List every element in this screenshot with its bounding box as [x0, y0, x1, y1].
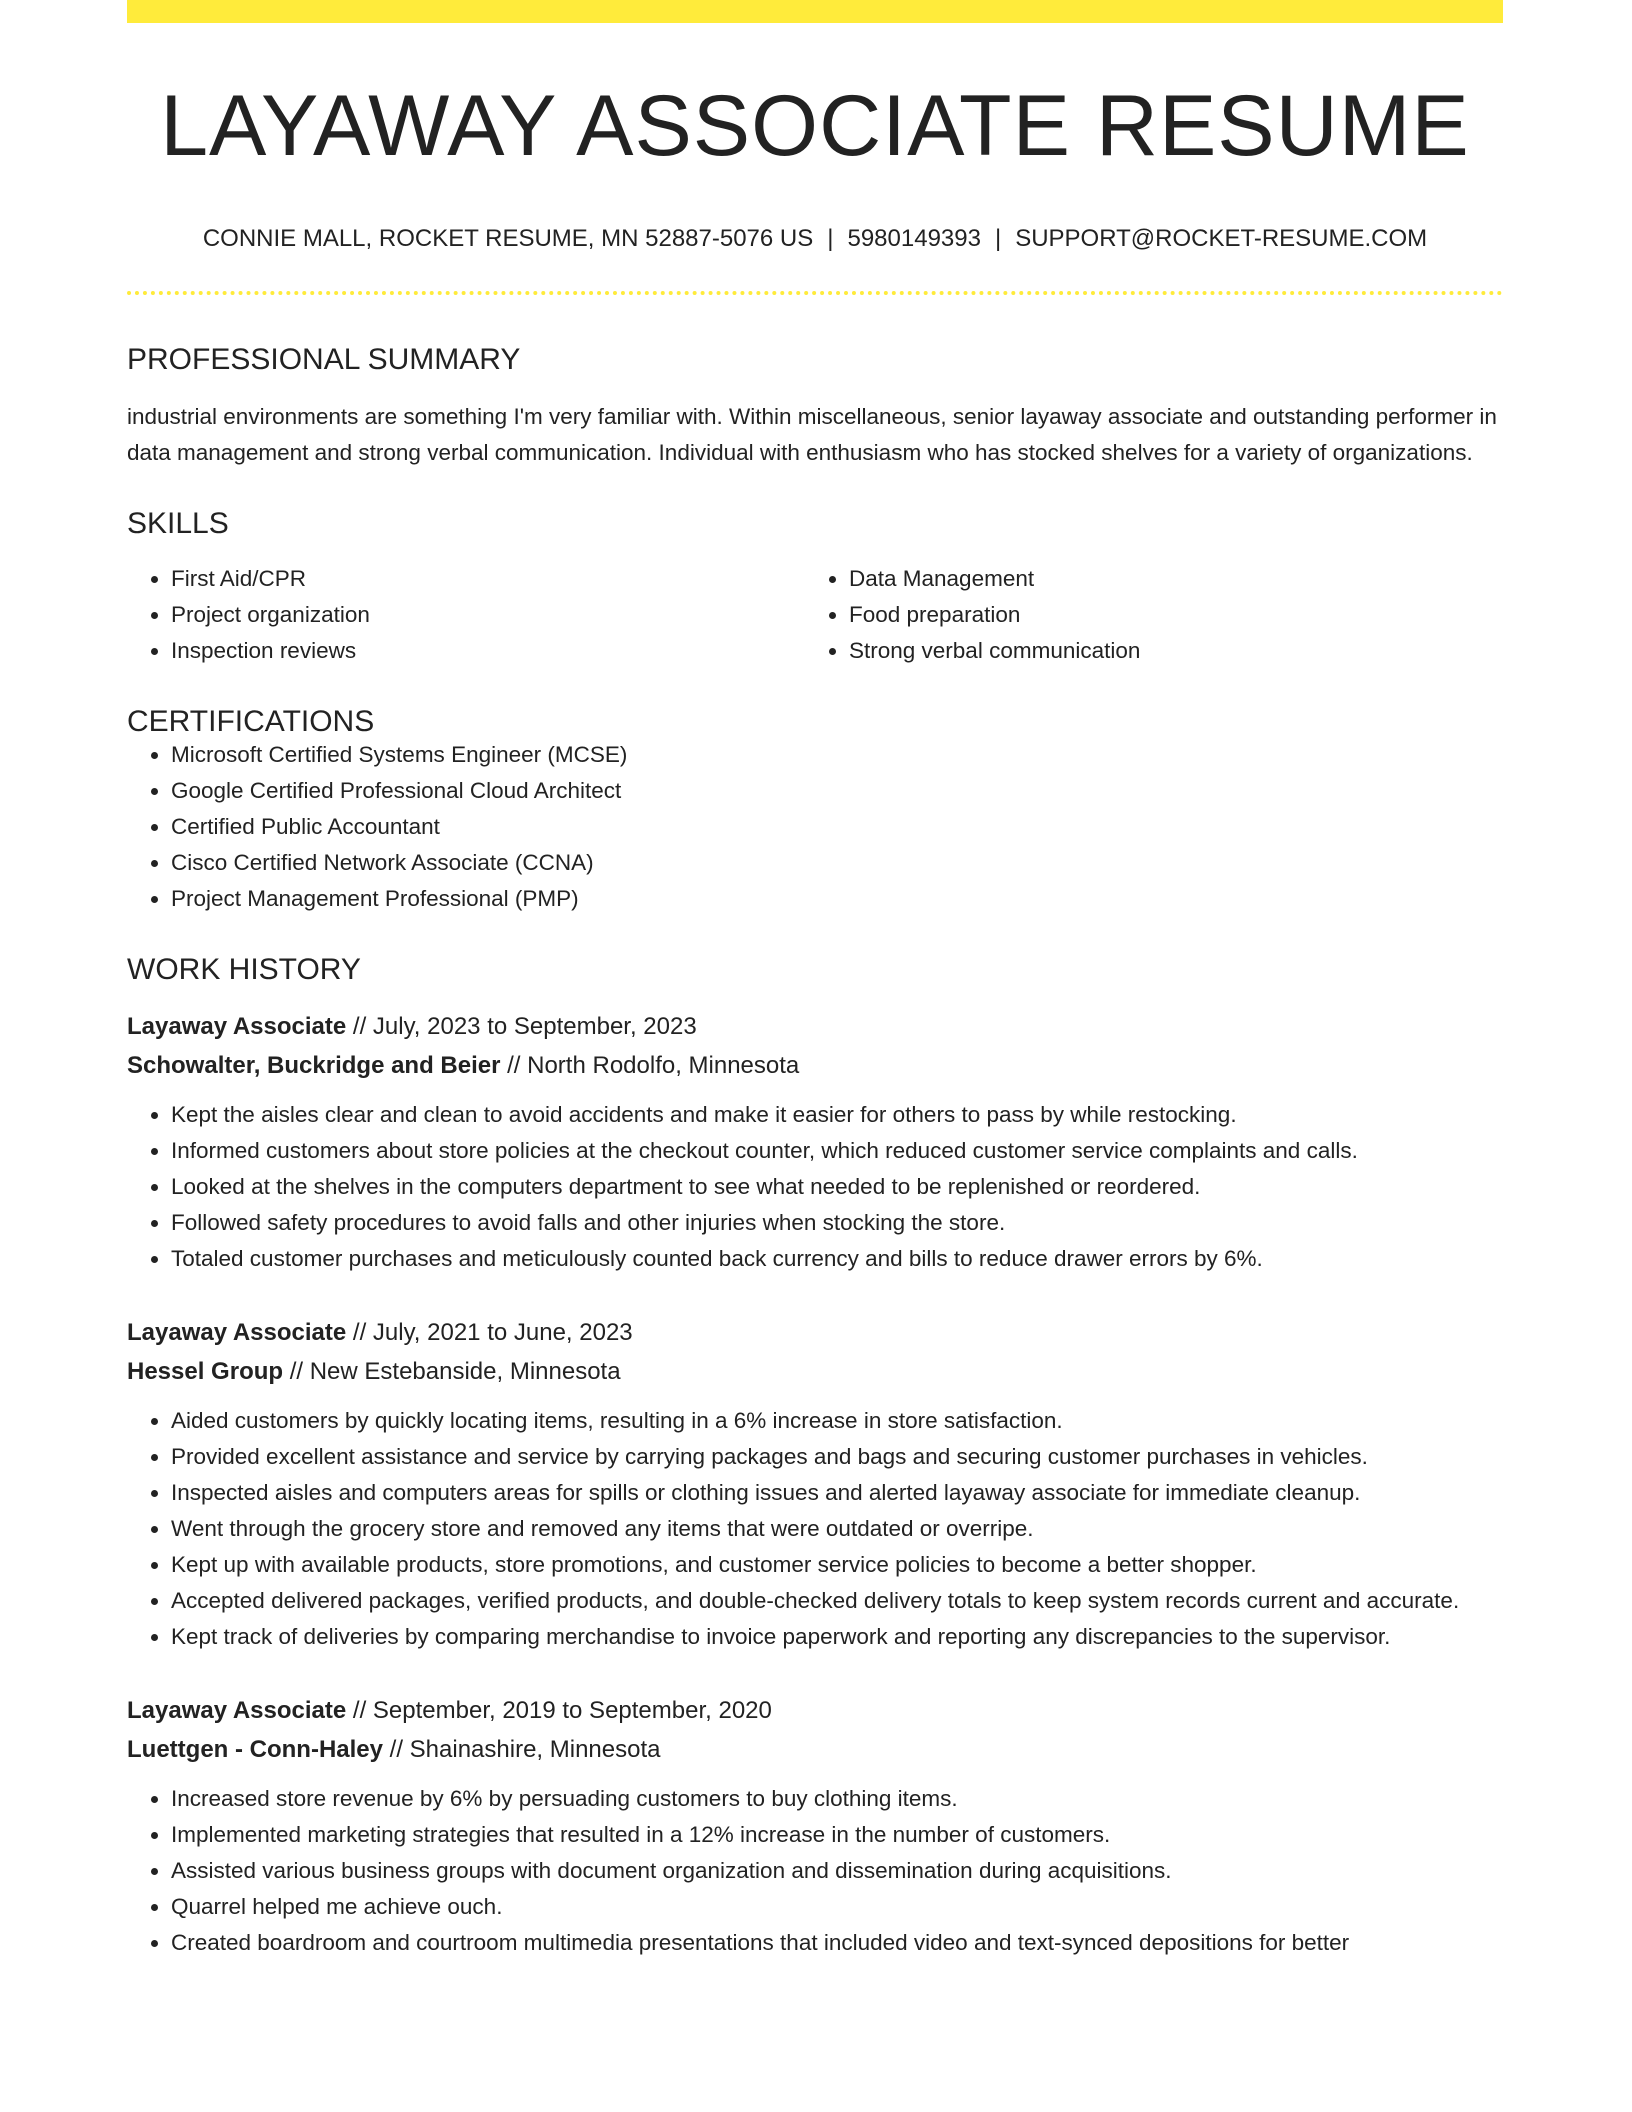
job-location: North Rodolfo, Minnesota	[527, 1052, 800, 1079]
certification-item: • Cisco Certified Network Associate (CCNA)	[171, 845, 1503, 881]
skills-heading: SKILLS	[127, 507, 229, 540]
job-entry	[127, 1007, 1503, 1277]
job-bullet: • Followed safety procedures to avoid falls and other injuries when stocking the store.	[171, 1205, 1503, 1241]
certification-item: • Microsoft Certified Systems Engineer (MCSE)	[171, 737, 1503, 773]
contact-phone: 5980149393	[847, 225, 981, 252]
job-separator: //	[346, 1013, 373, 1040]
job-location: Shainashire, Minnesota	[409, 1736, 661, 1763]
summary-text: industrial environments are something I'm very familiar with. Within miscellaneous, senior layaway associate and outstanding performer in data management and strong verbal communication. Individual with enthusiasm who has stocked shelves for a variety of organizations.	[127, 404, 1497, 465]
job-bullet: • Totaled customer purchases and meticulously counted back currency and bills to reduce drawer errors by 6%.	[171, 1241, 1503, 1277]
job-bullets	[127, 1097, 1503, 1277]
resume-page	[127, 0, 1503, 1961]
job-bullets	[127, 1781, 1503, 1961]
job-title-line	[127, 1691, 1503, 1730]
job-bullet: • Implemented marketing strategies that resulted in a 12% increase in the number of customers.	[171, 1817, 1503, 1853]
resume-title: LAYAWAY ASSOCIATE RESUME	[160, 78, 1470, 174]
accent-top-bar	[127, 0, 1503, 23]
job-bullet: • Quarrel helped me achieve ouch.	[171, 1889, 1503, 1925]
job-bullet: • Informed customers about store policies at the checkout counter, which reduced customer service complaints and calls.	[171, 1133, 1503, 1169]
job-title-line	[127, 1313, 1503, 1352]
job-bullet: • Aided customers by quickly locating items, resulting in a 6% increase in store satisfaction.	[171, 1403, 1503, 1439]
contact-line	[127, 227, 1503, 251]
job-dates: July, 2023 to September, 2023	[372, 1013, 697, 1040]
contact-email: SUPPORT@ROCKET-RESUME.COM	[1015, 225, 1428, 252]
job-bullet: • Provided excellent assistance and service by carrying packages and bags and securing customer purchases in vehicles.	[171, 1439, 1503, 1475]
skills-right-column	[805, 561, 1483, 669]
job-bullet: • Accepted delivered packages, verified products, and double-checked delivery totals to keep system records current and accurate.	[171, 1583, 1503, 1619]
job-dates: July, 2021 to June, 2023	[372, 1319, 633, 1346]
job-separator: //	[346, 1319, 373, 1346]
job-bullet: • Kept up with available products, store promotions, and customer service policies to become a better shopper.	[171, 1547, 1503, 1583]
job-bullet: • Created boardroom and courtroom multimedia presentations that included video and text-synced depositions for better	[171, 1925, 1503, 1961]
skill-item: • Inspection reviews	[171, 633, 805, 669]
skill-item: • Data Management	[849, 561, 1483, 597]
certification-item: • Project Management Professional (PMP)	[171, 881, 1503, 917]
skills-left-column	[127, 561, 805, 669]
skill-item: • Strong verbal communication	[849, 633, 1483, 669]
skill-item: • Project organization	[171, 597, 805, 633]
job-location: New Estebanside, Minnesota	[309, 1358, 621, 1385]
job-bullet: • Assisted various business groups with document organization and dissemination during acquisitions.	[171, 1853, 1503, 1889]
skill-item: • Food preparation	[849, 597, 1483, 633]
job-separator: //	[283, 1358, 310, 1385]
job-bullet: • Kept the aisles clear and clean to avoid accidents and make it easier for others to pass by while restocking.	[171, 1097, 1503, 1133]
job-title: Layaway Associate	[127, 1319, 347, 1346]
contact-address: CONNIE MALL, ROCKET RESUME, MN 52887-5076 US	[202, 225, 814, 252]
certifications-heading: CERTIFICATIONS	[127, 705, 375, 738]
job-company-line	[127, 1046, 1503, 1085]
job-dates: September, 2019 to September, 2020	[372, 1697, 772, 1724]
job-bullet: • Went through the grocery store and removed any items that were outdated or overripe.	[171, 1511, 1503, 1547]
job-bullets	[127, 1403, 1503, 1655]
summary-heading: PROFESSIONAL SUMMARY	[127, 343, 521, 376]
job-company: Schowalter, Buckridge and Beier	[127, 1052, 501, 1079]
job-title-line	[127, 1007, 1503, 1046]
job-separator: //	[346, 1697, 373, 1724]
job-entry	[127, 1691, 1503, 1961]
job-title: Layaway Associate	[127, 1013, 347, 1040]
job-separator: //	[500, 1052, 528, 1079]
job-bullet: • Increased store revenue by 6% by persuading customers to buy clothing items.	[171, 1781, 1503, 1817]
certification-item: • Certified Public Accountant	[171, 809, 1503, 845]
job-bullet: • Inspected aisles and computers areas for spills or clothing issues and alerted layaway associate for immediate cleanup.	[171, 1475, 1503, 1511]
job-title: Layaway Associate	[127, 1697, 347, 1724]
contact-separator: |	[827, 225, 834, 252]
skill-item: • First Aid/CPR	[171, 561, 805, 597]
job-entry	[127, 1313, 1503, 1655]
job-separator: //	[383, 1736, 410, 1763]
certifications-list	[127, 737, 1503, 917]
certification-item: • Google Certified Professional Cloud Architect	[171, 773, 1503, 809]
skills-grid	[127, 561, 1503, 669]
job-bullet: • Kept track of deliveries by comparing merchandise to invoice paperwork and reporting any discrepancies to the supervisor.	[171, 1619, 1503, 1655]
job-company: Luettgen - Conn-Haley	[127, 1736, 383, 1763]
job-company: Hessel Group	[127, 1358, 284, 1385]
job-company-line	[127, 1352, 1503, 1391]
dotted-divider	[127, 291, 1503, 295]
job-bullet: • Looked at the shelves in the computers department to see what needed to be replenished or reordered.	[171, 1169, 1503, 1205]
job-company-line	[127, 1730, 1503, 1769]
contact-separator: |	[994, 225, 1002, 252]
work-history-heading: WORK HISTORY	[127, 953, 361, 986]
